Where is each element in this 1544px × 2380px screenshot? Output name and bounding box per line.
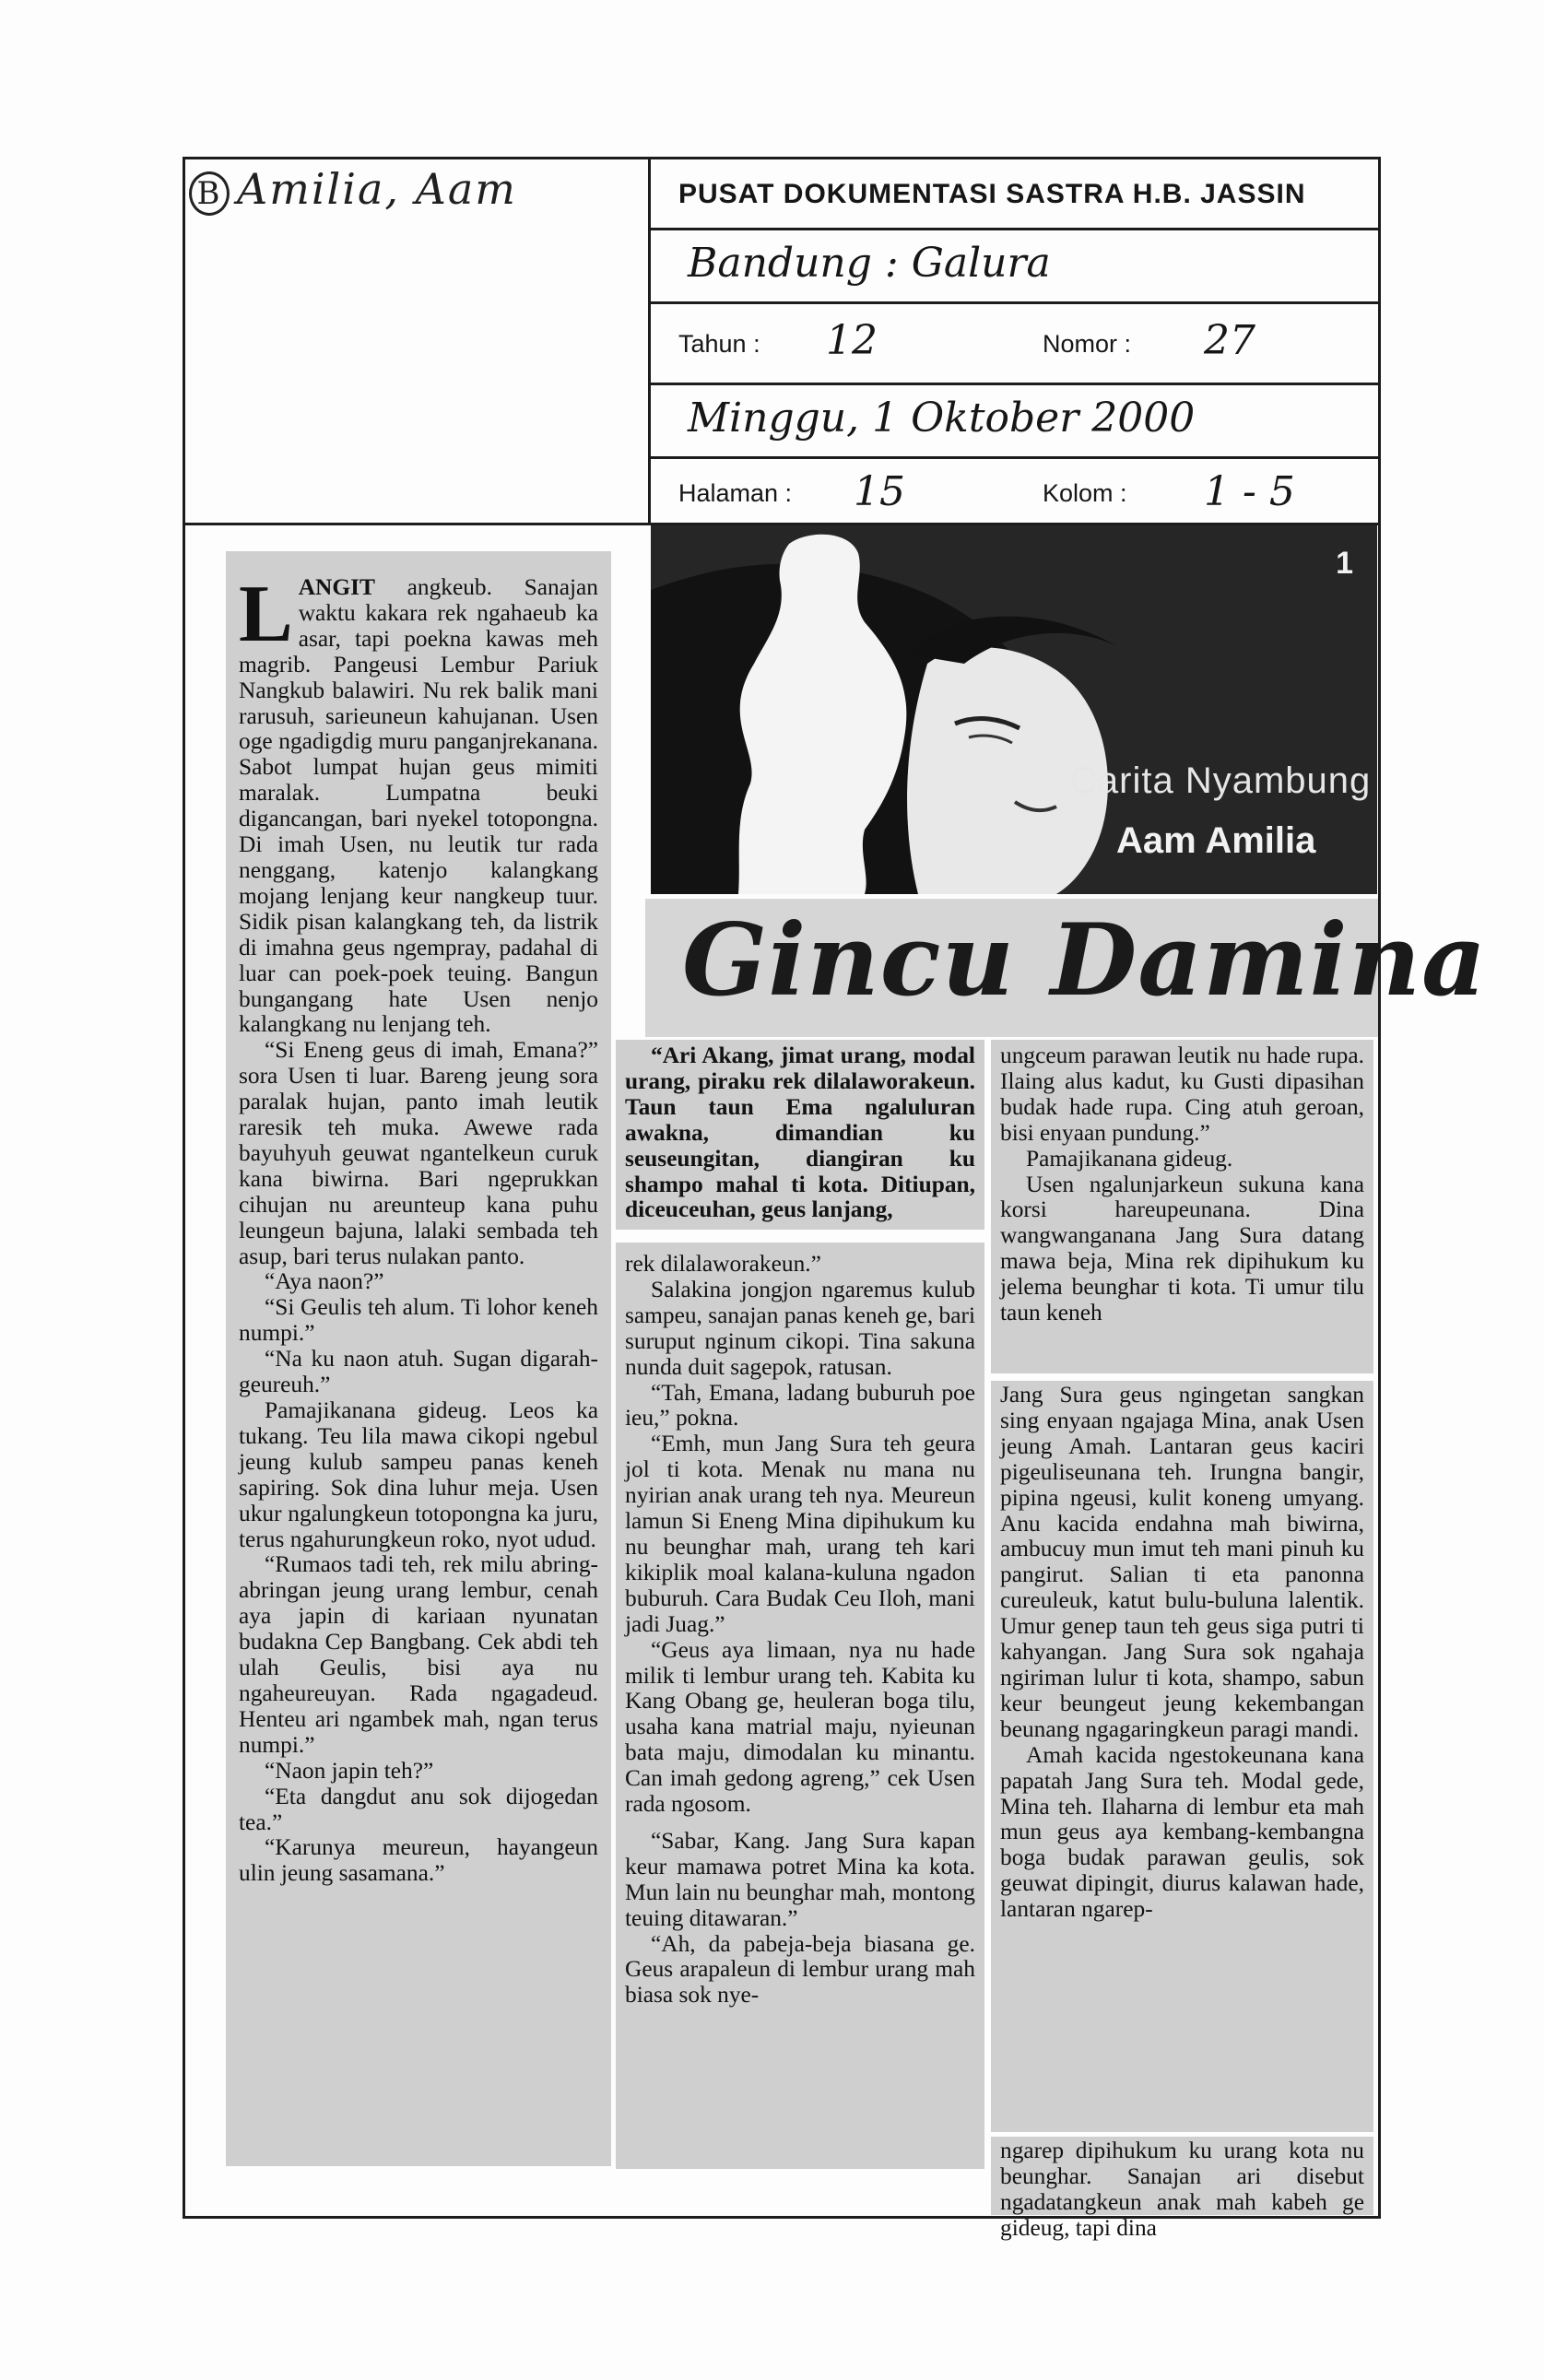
halaman-label: Halaman : (678, 479, 793, 507)
series-label: Carita Nyambung (1070, 760, 1372, 801)
header-row-title (651, 157, 1381, 230)
author-annotation-text: Amilia, Aam (237, 164, 517, 214)
col1-paragraph-3: “Aya naon?” (265, 1268, 384, 1295)
col2-paragraph-5: “Geus aya limaan, nya nu hade milik ti lembur urang teh. Kabita ku Kang Obang ge, heuleran boga tilu, usaha kana matrial maju, nyieunan bata maju, dimodalan ku minantu. Can imah gedong agreng,” cek Usen rada ngosom. (625, 1636, 975, 1818)
column-2-clipping (616, 1243, 984, 2169)
col1-paragraph-8: “Naon japin teh?” (265, 1757, 434, 1784)
col1-paragraph-2: “Si Eneng geus di imah, Emana?” sora Usen ti luar. Bareng jeung sora paralak hujan, panto imah leutik raresik teh muka. Awewe rada bayuhyuh geuwat ngantelkeun curuk kana biwirna. Bari ngeprukkan cihujan nu areunteup kana puhu leungeun bajuna, lalaki sembada teh asup, bari terus nulakan panto. (239, 1037, 598, 1269)
column-3-top-clipping (991, 1040, 1373, 1373)
col3-paragraph-4: Jang Sura geus ngingetan sangkan sing enyaan ngajaga Mina, anak Usen jeung Amah. Lantaran geus kaciri pigeuliseunana teh. Irungna bangir, pipina ngeusi, kulit koneng umyang. Anu kacida endahna mah biwirna, ambucuy mun imut teh mani pinuh ku pangirut. Salian ti eta panonna cureuleuk, katut bulu-buluna lalentik. Umur genep taun teh geus siga putri ti kahyangan. Jang Sura sok ngahaja ngiriman lulur ti kota, shampo, sabun keur beungeut jeung kekembangan beunang ngagaringkeun paragi mandi. (1000, 1382, 1364, 1742)
story-illustration (651, 525, 1377, 894)
header-row-publication (651, 230, 1381, 304)
col3-paragraph-5: Amah kacida ngestokeunana kana papatah Jang Sura teh. Modal gede, Mina teh. Ilaharna di lembur eta mah mun geus aya kembang-kembangna boga budak parawan geulis, sok geuwat dipingit, diurus kalawan hade, lantaran ngarep- (1000, 1741, 1364, 1923)
tahun-value: 12 (826, 317, 878, 364)
installment-number: 1 (1336, 546, 1353, 581)
halaman-value: 15 (854, 468, 905, 515)
dropcap-letter: L (239, 570, 293, 659)
header-row-date (651, 385, 1381, 459)
col1-paragraph-6: Pamajikanana gideug. Leos ka tukang. Teu lila mawa cikopi ngebul jeung kulub sampeu panas keneh sapiring. Sok dina luhur meja. Usen ukur ngalungkeun totopongna ka juru, terus ngahurungkeun roko, nyot udud. (239, 1397, 598, 1552)
col2-paragraph-4: “Emh, mun Jang Sura teh geura jol ti kota. Menak nu mana nu nyirian anak urang teh nya. Meureun lamun Si Eneng Mina dipihukum ku nu beunghar mah, urang teh kari kikiplik moal kalana-kuluna ngadon buburuh. Cara Budak Ceu Iloh, mani jadi Juag.” (625, 1431, 975, 1637)
archive-header (648, 157, 1381, 525)
col3-paragraph-6: ngarep dipihukum ku urang kota nu beunghar. Sanajan ari disebut ngadatangkeun anak mah kabeh ge gideug, tapi dina (1000, 2138, 1364, 2241)
publication-value: Bandung : Galura (688, 240, 1051, 287)
column-3-bottom-text (1000, 2138, 1364, 2242)
lead-word: ANGIT (298, 574, 375, 600)
column-3-middle-text (1000, 1383, 1364, 1923)
column-1-text (239, 570, 598, 1887)
col2-paragraph-3: “Tah, Emana, ladang buburuh poe ieu,” pokna. (625, 1379, 975, 1432)
column-2-boxed-text (625, 1043, 975, 1223)
col1-first-text: angkeub. Sanajan waktu kakara rek ngahaeub ka asar, tapi poekna kawas meh magrib. Pangeusi Lembur Pariuk Nangkub balawiri. Nu rek balik mani rarusuh, sarieuneun kahujanan. Usen oge ngadigdig muru panganjrekanana. Sabot lumpat hujan geus mimiti maralak. Lumpatna beuki digancangan, bari nyekel totopongna. Di imah Usen, nu leutik tur rada nenggang, katenjo kalangkang mojang lenjang keur nangkeup tuur. Sidik pisan kalangkang teh, da listrik di imahna geus ngempray, padahal di luar can poek-poek teuing. Bangun bungangang hate Usen nenjo kalangkang nu lenjang teh. (239, 574, 598, 1038)
story-title-banner (645, 899, 1488, 1037)
col1-paragraph-9: “Eta dangdut anu sok dijogedan tea.” (239, 1783, 598, 1835)
header-row-halaman-kolom (651, 459, 1381, 525)
date-value: Minggu, 1 Oktober 2000 (688, 395, 1196, 442)
col1-paragraph-7: “Rumaos tadi teh, rek milu abring-abringan jeung urang lembur, cenah aya japin di kariaan nyunatan budakna Cep Bangbang. Cek abdi teh ulah Geulis, bisi aya nu ngaheureuyan. Rada ngagadeud. Henteu ari ngambek mah, ngan terus numpi.” (239, 1551, 598, 1758)
nomor-value: 27 (1204, 317, 1255, 364)
kolom-label: Kolom : (1043, 479, 1127, 507)
column-2-text (625, 1252, 975, 2009)
column-1-clipping (226, 551, 611, 2166)
column-3-bottom-clipping (991, 2137, 1373, 2241)
column-3-middle-clipping (991, 1381, 1373, 2132)
col3-paragraph-2: Pamajikanana gideug. (1026, 1145, 1233, 1172)
kolom-value: 1 - 5 (1204, 468, 1295, 515)
tahun-label: Tahun : (678, 330, 760, 358)
col2-boxed-paragraph: “Ari Akang, jimat urang, modal urang, piraku rek dilalaworakeun. Taun taun Ema ngaluluran awakna, dimandian ku seuseungitan, diangiran ku shampo mahal ti kota. Ditiupan, diceuceuhan, geus lanjang, (625, 1043, 975, 1223)
col3-paragraph-3: Usen ngalunjarkeun sukuna kana korsi hareupeunana. Dina wangwanganana Jang Sura datang mawa beja, Mina rek dipihukum ku jelema beunghar ti kota. Ti umur tilu taun keneh (1000, 1171, 1364, 1326)
byline: Aam Amilia (1116, 820, 1316, 861)
col2-paragraph-1: rek dilalaworakeun.” (625, 1251, 821, 1277)
col1-paragraph-5: “Na ku naon atuh. Sugan digarah-geureuh.” (239, 1346, 598, 1398)
archive-title: PUSAT DOKUMENTASI SASTRA H.B. JASSIN (678, 179, 1306, 209)
story-title: Gincu Damina (682, 902, 1488, 1019)
author-annotation (189, 164, 517, 216)
column-3-top-text (1000, 1043, 1364, 1326)
column-2-boxed-clipping (616, 1040, 984, 1230)
col3-paragraph-1: ungceum parawan leutik nu hade rupa. Ilaing alus kadut, ku Gusti dipasihan budak hade rupa. Cing atuh geroan, bisi enyaan pundung.” (1000, 1043, 1364, 1146)
nomor-label: Nomor : (1043, 330, 1132, 358)
col1-paragraph-4: “Si Geulis teh alum. Ti lohor keneh numpi.” (239, 1294, 598, 1347)
col1-paragraph-1 (239, 570, 598, 1038)
circled-mark: B (189, 171, 230, 216)
col2-paragraph-6: “Sabar, Kang. Jang Sura kapan keur mamawa potret Mina ka kota. Mun lain nu beunghar mah, montong teuing ditawaran.” (625, 1827, 975, 1931)
header-row-tahun-nomor (651, 304, 1381, 385)
col2-paragraph-2: Salakina jongjon ngaremus kulub sampeu, sanajan panas keneh ge, bari suruput nginum cikopi. Tina sakuna nunda duit sagepok, ratusan. (625, 1276, 976, 1380)
col2-paragraph-7: “Ah, da pabeja-beja biasana ge. Geus arapaleun di lembur urang mah biasa sok nye- (625, 1930, 975, 2009)
col1-paragraph-10: “Karunya meureun, hayangeun ulin jeung sasamana.” (239, 1834, 598, 1887)
